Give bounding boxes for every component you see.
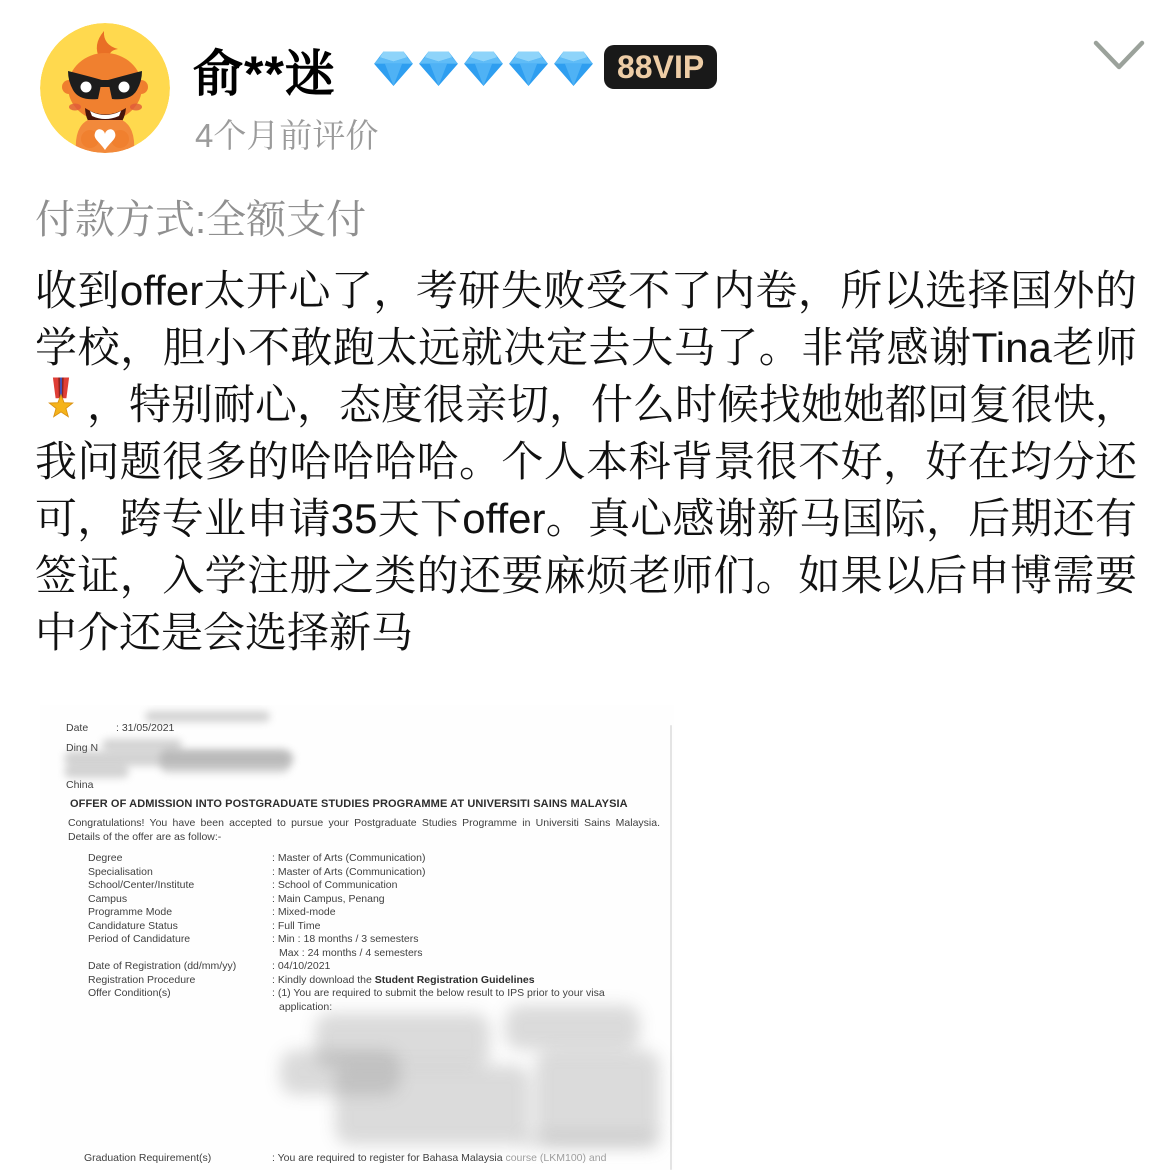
- review-text-part2: ，特别耐心，态度很亲切，什么时候找她她都回复很快，我问题很多的哈哈哈哈。个人本科背景很不好，好在均分还可，跨专业申请35天下offer。真心感谢新马国际，后期还有签证，入学注册之类的还要麻烦老师们。如果以后申博需要中介还是会选择新马: [35, 381, 1138, 656]
- doc-detail-label: Candidature Status: [88, 919, 178, 932]
- doc-detail-value: : 04/10/2021: [272, 960, 331, 972]
- mascot-avatar-icon: [40, 23, 170, 153]
- doc-bold-text: Student Registration Guidelines: [374, 973, 535, 986]
- doc-detail-label: Campus: [88, 892, 128, 905]
- review-time: 4个月前评价: [195, 117, 379, 154]
- doc-detail-value: : You are required to register for Bahasa Malaysia course (LKM100) and: [272, 1152, 607, 1164]
- avatar[interactable]: [40, 23, 170, 153]
- doc-detail-label: Period of Candidature: [88, 933, 191, 945]
- doc-detail-value: : (1) You are required to submit the below result to IPS prior to your visa: [272, 987, 605, 999]
- collapse-chevron-icon[interactable]: [1093, 40, 1145, 79]
- doc-detail-label: Specialisation: [88, 865, 153, 878]
- doc-title: OFFER OF ADMISSION INTO POSTGRADUATE STUDIES PROGRAMME AT UNIVERSITI SAINS MALAYSIA: [70, 798, 628, 810]
- diamond-icon: [552, 43, 595, 93]
- doc-date-label: Date: [66, 722, 89, 734]
- doc-detail-value: : Kindly download the Student Registration Guidelines: [272, 973, 535, 986]
- reviewer-username: 俞**迷: [193, 46, 336, 102]
- doc-detail-value: : Master of Arts (Communication): [272, 865, 426, 878]
- diamond-icon: [507, 43, 550, 93]
- diamond-icon: [462, 43, 505, 93]
- payment-method-label: 付款方式:全额支付: [35, 198, 367, 242]
- doc-detail-label: Offer Condition(s): [88, 987, 171, 999]
- doc-intro: Congratulations! You have been accepted to pursue your Postgraduate Studies Programme in Universiti Sains Malaysia. Details of the offer are as follow:-: [68, 817, 660, 843]
- doc-detail-value: : Master of Arts (Communication): [272, 852, 426, 864]
- doc-detail-label: Graduation Requirement(s): [84, 1152, 212, 1164]
- doc-detail-label: Date of Registration (dd/mm/yy): [88, 960, 237, 972]
- review-text: [35, 262, 1137, 661]
- rating-diamonds: [372, 43, 595, 93]
- doc-date-value: : 31/05/2021: [116, 722, 175, 734]
- doc-detail-value2: Max : 24 months / 4 semesters: [279, 946, 423, 959]
- doc-recipient-country: China: [66, 779, 94, 791]
- doc-detail-label: School/Center/Institute: [88, 879, 195, 891]
- doc-detail-value: : Full Time: [272, 919, 321, 932]
- doc-faded-text: course (LKM100) and: [505, 1152, 607, 1164]
- doc-detail-value: : Min : 18 months / 3 semesters: [272, 933, 419, 945]
- doc-detail-label: Registration Procedure: [88, 973, 196, 986]
- vip-badge: 88VIP: [604, 45, 717, 89]
- review-attachment-image[interactable]: [40, 705, 674, 1170]
- doc-recipient-name: Ding N: [66, 742, 99, 754]
- military-medal-icon: [43, 376, 79, 424]
- doc-detail-value: : Mixed-mode: [272, 906, 336, 918]
- doc-detail-label: Degree: [88, 852, 123, 864]
- review-text-part1: 收到offer太开心了，考研失败受不了内卷，所以选择国外的学校，胆小不敢跑太远就决定去大马了。非常感谢Tina老师: [35, 267, 1137, 371]
- diamond-icon: [372, 43, 415, 93]
- doc-detail-value2: application:: [279, 1000, 333, 1013]
- doc-detail-value: : School of Communication: [272, 879, 398, 891]
- doc-detail-label: Programme Mode: [88, 906, 173, 918]
- offer-letter-document: [40, 705, 674, 1170]
- doc-detail-value: : Main Campus, Penang: [272, 892, 385, 905]
- diamond-icon: [417, 43, 460, 93]
